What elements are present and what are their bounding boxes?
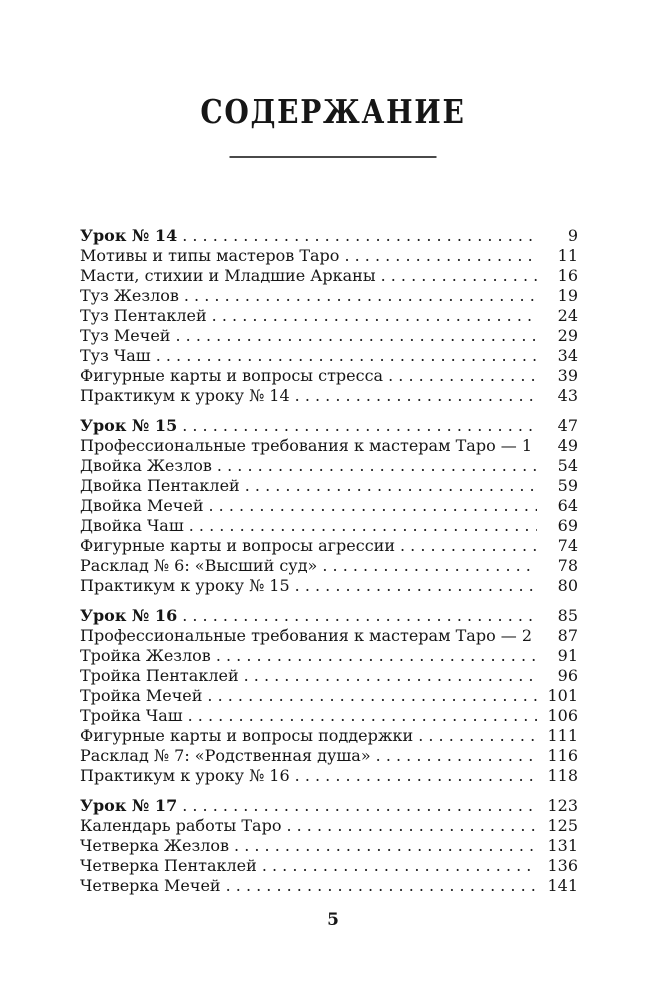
- dot-leader: [182, 416, 537, 436]
- toc-section: [80, 226, 578, 406]
- toc-entry-page: 136: [547, 856, 578, 875]
- toc-entry-row: [80, 306, 578, 326]
- toc-entry-page: 34: [557, 346, 578, 365]
- dot-leader: [156, 346, 537, 366]
- toc-entry-label: Туз Мечей: [80, 326, 171, 345]
- toc-entry-row: [80, 456, 578, 476]
- toc-entry-row: [80, 386, 578, 406]
- toc-entry-label: Тройка Жезлов: [80, 646, 211, 665]
- toc-entry-page: 91: [557, 646, 578, 665]
- toc-section-header-row: [80, 796, 578, 816]
- toc-entry-label: Четверка Пентаклей: [80, 856, 257, 875]
- toc-entry-label: Двойка Чаш: [80, 516, 184, 535]
- toc-entry-page: 16: [557, 266, 578, 285]
- dot-leader: [388, 366, 537, 386]
- dot-leader: [245, 476, 537, 496]
- toc-entry-page: 9: [567, 226, 578, 245]
- toc-entry-page: 106: [547, 706, 578, 725]
- toc-entry-label: Урок № 16: [80, 606, 178, 625]
- dot-leader: [188, 706, 537, 726]
- toc-entry-label: Тройка Мечей: [80, 686, 203, 705]
- toc-entry-page: 54: [557, 456, 578, 475]
- toc-entry-label: Туз Чаш: [80, 346, 151, 365]
- dot-leader: [381, 266, 537, 286]
- page-title: СОДЕРЖАНИЕ: [200, 92, 466, 131]
- dot-leader: [418, 726, 537, 746]
- dot-leader: [322, 556, 537, 576]
- toc-entry-label: Расклад № 7: «Родственная душа»: [80, 746, 371, 765]
- toc-entry-page: 69: [557, 516, 578, 535]
- toc-entry-page: 59: [557, 476, 578, 495]
- dot-leader: [209, 496, 538, 516]
- toc-entry-page: 11: [557, 246, 578, 265]
- toc-entry-label: Туз Жезлов: [80, 286, 179, 305]
- toc-entry-label: Расклад № 6: «Высший суд»: [80, 556, 318, 575]
- folio-page-number: 5: [327, 910, 339, 930]
- dot-leader: [295, 766, 537, 786]
- toc-entry-row: [80, 816, 578, 836]
- toc-entry-row: [80, 436, 578, 456]
- toc-section-header-row: [80, 416, 578, 436]
- dot-leader: [182, 606, 537, 626]
- toc-entry-label: Двойка Мечей: [80, 496, 204, 515]
- toc-entry-page: 29: [557, 326, 578, 345]
- toc-entry-page: 118: [547, 766, 578, 785]
- toc-section: [80, 416, 578, 596]
- dot-leader: [262, 856, 537, 876]
- toc-entry-label: Практикум к уроку № 14: [80, 386, 290, 405]
- toc-entry-label: Четверка Жезлов: [80, 836, 230, 855]
- dot-leader: [295, 576, 537, 596]
- dot-leader: [216, 646, 537, 666]
- toc-entry-page: 111: [547, 726, 578, 745]
- toc-entry-label: Урок № 17: [80, 796, 178, 815]
- toc-entry-row: [80, 286, 578, 306]
- toc: [80, 226, 578, 896]
- toc-entry-row: [80, 726, 578, 746]
- dot-leader: [244, 666, 537, 686]
- toc-entry-page: 24: [557, 306, 578, 325]
- toc-entry-row: [80, 556, 578, 576]
- toc-entry-row: [80, 686, 578, 706]
- toc-entry-row: [80, 476, 578, 496]
- dot-leader: [286, 816, 537, 836]
- toc-entry-label: Календарь работы Таро: [80, 816, 282, 835]
- toc-section: [80, 796, 578, 896]
- dot-leader: [217, 456, 537, 476]
- dot-leader: [184, 286, 537, 306]
- toc-entry-label: Практикум к уроку № 15: [80, 576, 290, 595]
- dot-leader: [376, 746, 537, 766]
- toc-entry-label: Тройка Пентаклей: [80, 666, 239, 685]
- toc-entry-label: Урок № 15: [80, 416, 178, 435]
- toc-entry-label: Профессиональные требования к мастерам Таро — 2: [80, 626, 532, 645]
- toc-section-header-row: [80, 606, 578, 626]
- toc-entry-page: 64: [557, 496, 578, 515]
- dot-leader: [226, 876, 537, 896]
- toc-entry-label: Тройка Чаш: [80, 706, 183, 725]
- toc-entry-label: Урок № 14: [80, 226, 178, 245]
- toc-entry-page: 141: [547, 876, 578, 895]
- toc-entry-page: 125: [547, 816, 578, 835]
- dot-leader: [182, 226, 537, 246]
- toc-entry-row: [80, 646, 578, 666]
- toc-entry-label: Четверка Мечей: [80, 876, 221, 895]
- toc-entry-row: [80, 746, 578, 766]
- toc-entry-row: [80, 626, 578, 646]
- toc-entry-row: [80, 836, 578, 856]
- toc-entry-row: [80, 706, 578, 726]
- toc-entry-label: Профессиональные требования к мастерам Таро — 1: [80, 436, 532, 455]
- dot-leader: [400, 536, 537, 556]
- dot-leader: [295, 386, 537, 406]
- toc-entry-row: [80, 366, 578, 386]
- toc-entry-row: [80, 516, 578, 536]
- toc-entry-page: 19: [557, 286, 578, 305]
- toc-entry-page: 39: [557, 366, 578, 385]
- toc-entry-label: Масти, стихии и Младшие Арканы: [80, 266, 376, 285]
- toc-entry-page: 74: [557, 536, 578, 555]
- toc-entry-label: Фигурные карты и вопросы поддержки: [80, 726, 414, 745]
- toc-entry-label: Мотивы и типы мастеров Таро: [80, 246, 340, 265]
- toc-entry-row: [80, 496, 578, 516]
- toc-entry-page: 116: [547, 746, 578, 765]
- toc-entry-page: 80: [557, 576, 578, 595]
- toc-entry-row: [80, 246, 578, 266]
- toc-entry-page: 78: [557, 556, 578, 575]
- title-divider: [230, 156, 437, 158]
- toc-entry-row: [80, 346, 578, 366]
- toc-entry-label: Практикум к уроку № 16: [80, 766, 290, 785]
- dot-leader: [212, 306, 537, 326]
- toc-entry-page: 43: [557, 386, 578, 405]
- toc-entry-label: Двойка Пентаклей: [80, 476, 240, 495]
- toc-entry-row: [80, 576, 578, 596]
- dot-leader: [189, 516, 537, 536]
- dot-leader: [182, 796, 537, 816]
- toc-entry-row: [80, 536, 578, 556]
- dot-leader: [175, 326, 537, 346]
- toc-entry-row: [80, 856, 578, 876]
- toc-entry-row: [80, 266, 578, 286]
- toc-entry-page: 96: [557, 666, 578, 685]
- toc-entry-page: 47: [557, 416, 578, 435]
- toc-entry-label: Фигурные карты и вопросы стресса: [80, 366, 384, 385]
- toc-entry-page: 87: [557, 626, 578, 645]
- dot-leader: [207, 686, 537, 706]
- dot-leader: [344, 246, 537, 266]
- toc-entry-label: Туз Пентаклей: [80, 306, 207, 325]
- toc-entry-row: [80, 876, 578, 896]
- toc-entry-row: [80, 326, 578, 346]
- dot-leader: [234, 836, 537, 856]
- toc-entry-page: 101: [547, 686, 578, 705]
- toc-entry-page: 123: [547, 796, 578, 815]
- toc-entry-row: [80, 766, 578, 786]
- toc-entry-row: [80, 666, 578, 686]
- toc-entry-page: 131: [547, 836, 578, 855]
- toc-entry-label: Фигурные карты и вопросы агрессии: [80, 536, 395, 555]
- toc-entry-page: 49: [557, 436, 578, 455]
- toc-entry-page: 85: [557, 606, 578, 625]
- toc-entry-label: Двойка Жезлов: [80, 456, 212, 475]
- toc-section: [80, 606, 578, 786]
- toc-section-header-row: [80, 226, 578, 246]
